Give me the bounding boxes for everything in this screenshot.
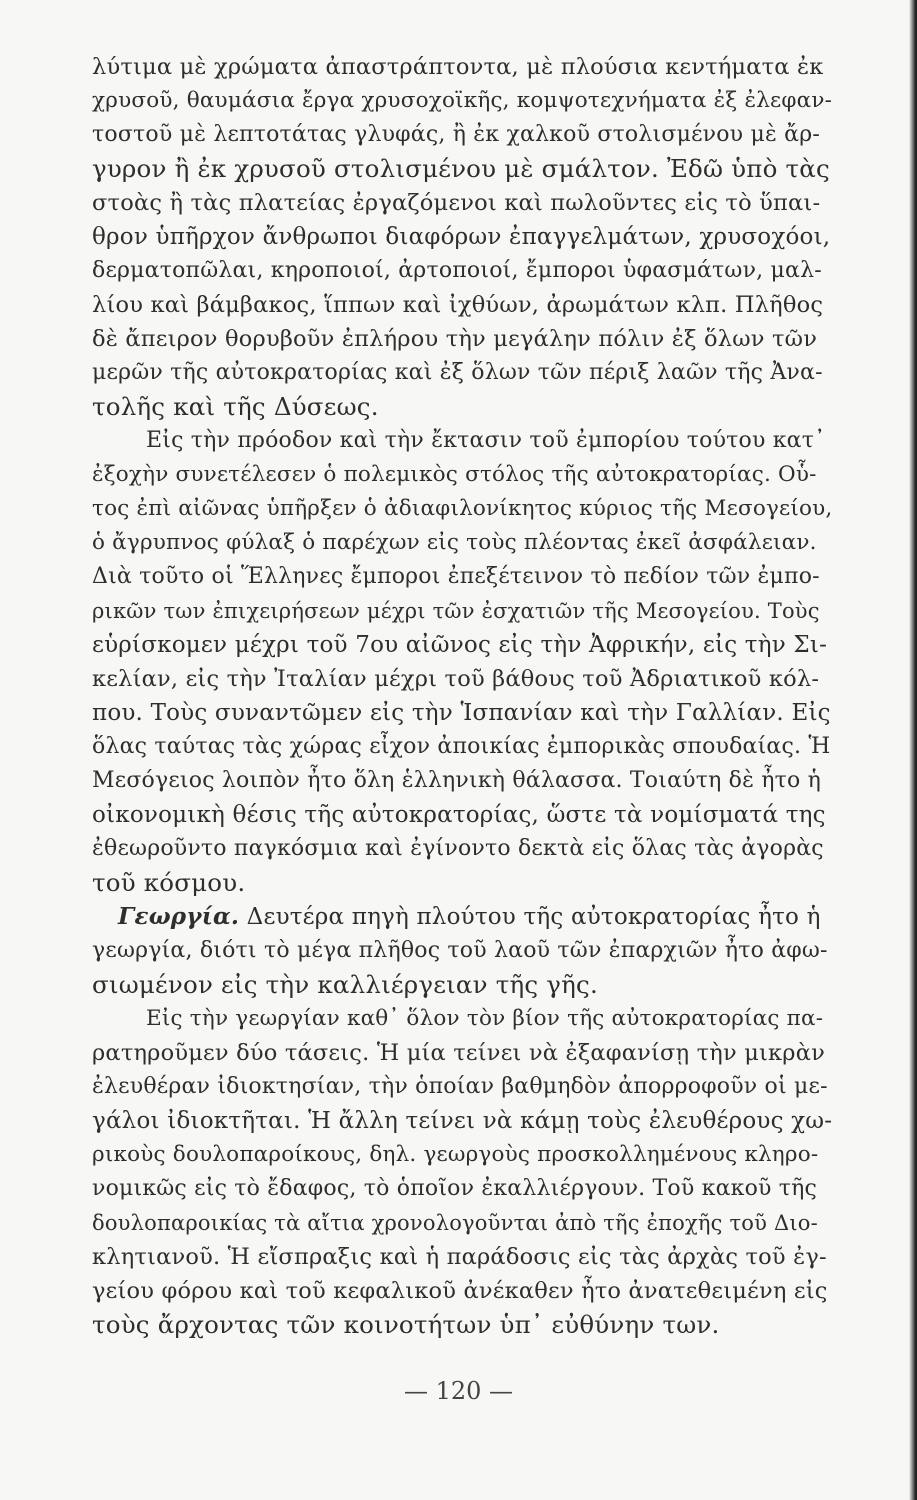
text-line: νομικῶς εἰς τὸ ἔδαφος, τὸ ὁποῖον ἐκαλλιέργουν. Τοῦ κακοῦ τῆς: [92, 1176, 818, 1201]
text-line: μερῶν τῆς αὐτοκρατορίας καὶ ἐξ ὅλων τῶν πέριξ λαῶν τῆς Ἀνα-: [92, 360, 823, 385]
body-text: [92, 50, 832, 1342]
text-line: ρικοὺς δουλοπαροίκους, δηλ. γεωργοὺς προσκολλημένους κληρο-: [92, 1142, 819, 1167]
text-line: κλητιανοῦ. Ἡ εἴσπραξις καὶ ἡ παράδοσις εἰς τὰς ἀρχὰς τοῦ ἐγ-: [92, 1244, 827, 1270]
text-line: γάλοι ἰδιοκτῆται. Ἡ ἄλλη τείνει νὰ κάμῃ τοὺς ἐλευθέρους χω-: [92, 1108, 833, 1134]
text-line: ἐλευθέραν ἰδιοκτησίαν, τὴν ὁποίαν βαθμηδὸν ἀπορροφοῦν οἱ με-: [92, 1074, 828, 1099]
text-line: Εἰς τὴν γεωργίαν καθ᾽ ὅλον τὸν βίον τῆς αὐτοκρατορίας πα-: [146, 1006, 824, 1031]
text-line: ρατηροῦμεν δύο τάσεις. Ἡ μία τείνει νὰ ἐξαφανίσῃ τὴν μικρὰν: [92, 1040, 826, 1066]
text-line-rest: Δευτέρα πηγὴ πλούτου τῆς αὐτοκρατορίας ἦτο ἡ: [239, 904, 821, 930]
text-line: ὁ ἄγρυπνος φύλαξ ὁ παρέχων εἰς τοὺς πλέοντας ἐκεῖ ἀσφάλειαν.: [92, 530, 817, 555]
text-line: ἐθεωροῦντο παγκόσμια καὶ ἐγίνοντο δεκτὰ εἰς ὅλας τὰς ἀγορὰς: [92, 836, 824, 861]
text-line: γεωργία, διότι τὸ μέγα πλῆθος τοῦ λαοῦ τῶν ἐπαρχιῶν ἦτο ἀφω-: [92, 938, 828, 963]
page-edge-shadow: [909, 0, 917, 1500]
text-line: δουλοπαροικίας τὰ αἴτια χρονολογοῦνται ἀπὸ τῆς ἐποχῆς τοῦ Διο-: [92, 1211, 818, 1235]
text-line: [92, 900, 832, 934]
text-line: που. Τοὺς συναντῶμεν εἰς τὴν Ἱσπανίαν καὶ τὴν Γαλλίαν. Εἰς: [92, 700, 831, 726]
text-line: ἐξοχὴν συνετέλεσεν ὁ πολεμικὸς στόλος τῆς αὐτοκρατορίας. Οὗ-: [92, 462, 817, 487]
text-line: οἰκονομικὴ θέσις τῆς αὐτοκρατορίας, ὥστε τὰ νομίσματά της: [92, 802, 826, 828]
text-line: γείου φόρου καὶ τοῦ κεφαλικοῦ ἀνέκαθεν ἦτο ἀνατεθειμένη εἰς: [92, 1278, 828, 1304]
section-heading: Γεωργία.: [118, 903, 240, 930]
text-line: τοστοῦ μὲ λεπτοτάτας γλυφάς, ἢ ἐκ χαλκοῦ στολισμένου μὲ ἄρ-: [92, 122, 820, 147]
text-line: εὑρίσκομεν μέχρι τοῦ 7ου αἰῶνος εἰς τὴν Ἀφρικήν, εἰς τὴν Σι-: [92, 632, 828, 658]
text-line: θρον ὑπῆρχον ἄνθρωποι διαφόρων ἐπαγγελμάτων, χρυσοχόοι,: [92, 224, 831, 250]
text-line: λίου καὶ βάμβακος, ἵππων καὶ ἰχθύων, ἀρωμάτων κλπ. Πλῆθος: [92, 292, 824, 318]
text-line: ὅλας ταύτας τὰς χώρας εἶχον ἀποικίας ἐμπορικὰς σπουδαίας. Ἡ: [92, 734, 831, 759]
text-line: κελίαν, εἰς τὴν Ἰταλίαν μέχρι τοῦ βάθους τοῦ Ἀδριατικοῦ κόλ-: [92, 666, 820, 692]
text-line: τοῦ κόσμου.: [92, 868, 246, 897]
page-number: — 120 —: [403, 1377, 514, 1405]
text-line: Μεσόγειος λοιπὸν ἦτο ὅλη ἑλληνικὴ θάλασσα. Τοιαύτη δὲ ἦτο ἡ: [92, 768, 822, 793]
text-line: τολῆς καὶ τῆς Δύσεως.: [92, 392, 379, 421]
text-line: Διὰ τοῦτο οἱ Ἕλληνες ἔμποροι ἐπεξέτεινον τὸ πεδίον τῶν ἐμπο-: [92, 564, 820, 589]
text-line: Εἰς τὴν πρόοδον καὶ τὴν ἔκτασιν τοῦ ἐμπορίου τούτου κατ᾽: [146, 428, 826, 453]
text-line: τοὺς ἄρχοντας τῶν κοινοτήτων ὑπ᾽ εὐθύνην των.: [92, 1310, 720, 1339]
text-line: ρικῶν των ἐπιχειρήσεων μέχρι τῶν ἐσχατιῶν τῆς Μεσογείου. Τοὺς: [92, 599, 820, 623]
text-line: δὲ ἄπειρον θορυβοῦν ἐπλήρου τὴν μεγάλην πόλιν ἐξ ὅλων τῶν: [92, 326, 818, 352]
text-line: σιωμένον εἰς τὴν καλλιέργειαν τῆς γῆς.: [92, 970, 598, 999]
text-line: δερματοπῶλαι, κηροποιοί, ἀρτοποιοί, ἔμποροι ὑφασμάτων, μαλ-: [92, 258, 822, 283]
text-line: χρυσοῦ, θαυμάσια ἔργα χρυσοχοϊκῆς, κομψοτεχνήματα ἐξ ἐλεφαν-: [92, 88, 833, 113]
text-line: τος ἐπὶ αἰῶνας ὑπῆρξεν ὁ ἀδιαφιλονίκητος κύριος τῆς Μεσογείου,: [92, 496, 833, 521]
text-line: λύτιμα μὲ χρώματα ἀπαστράπτοντα, μὲ πλούσια κεντήματα ἐκ: [92, 54, 824, 80]
text-line: γυρον ἢ ἐκ χρυσοῦ στολισμένου μὲ σμάλτον. Ἐδῶ ὑπὸ τὰς: [92, 154, 830, 183]
text-line: στοὰς ἢ τὰς πλατείας ἐργαζόμενοι καὶ πωλοῦντες εἰς τὸ ὕπαι-: [92, 190, 821, 216]
